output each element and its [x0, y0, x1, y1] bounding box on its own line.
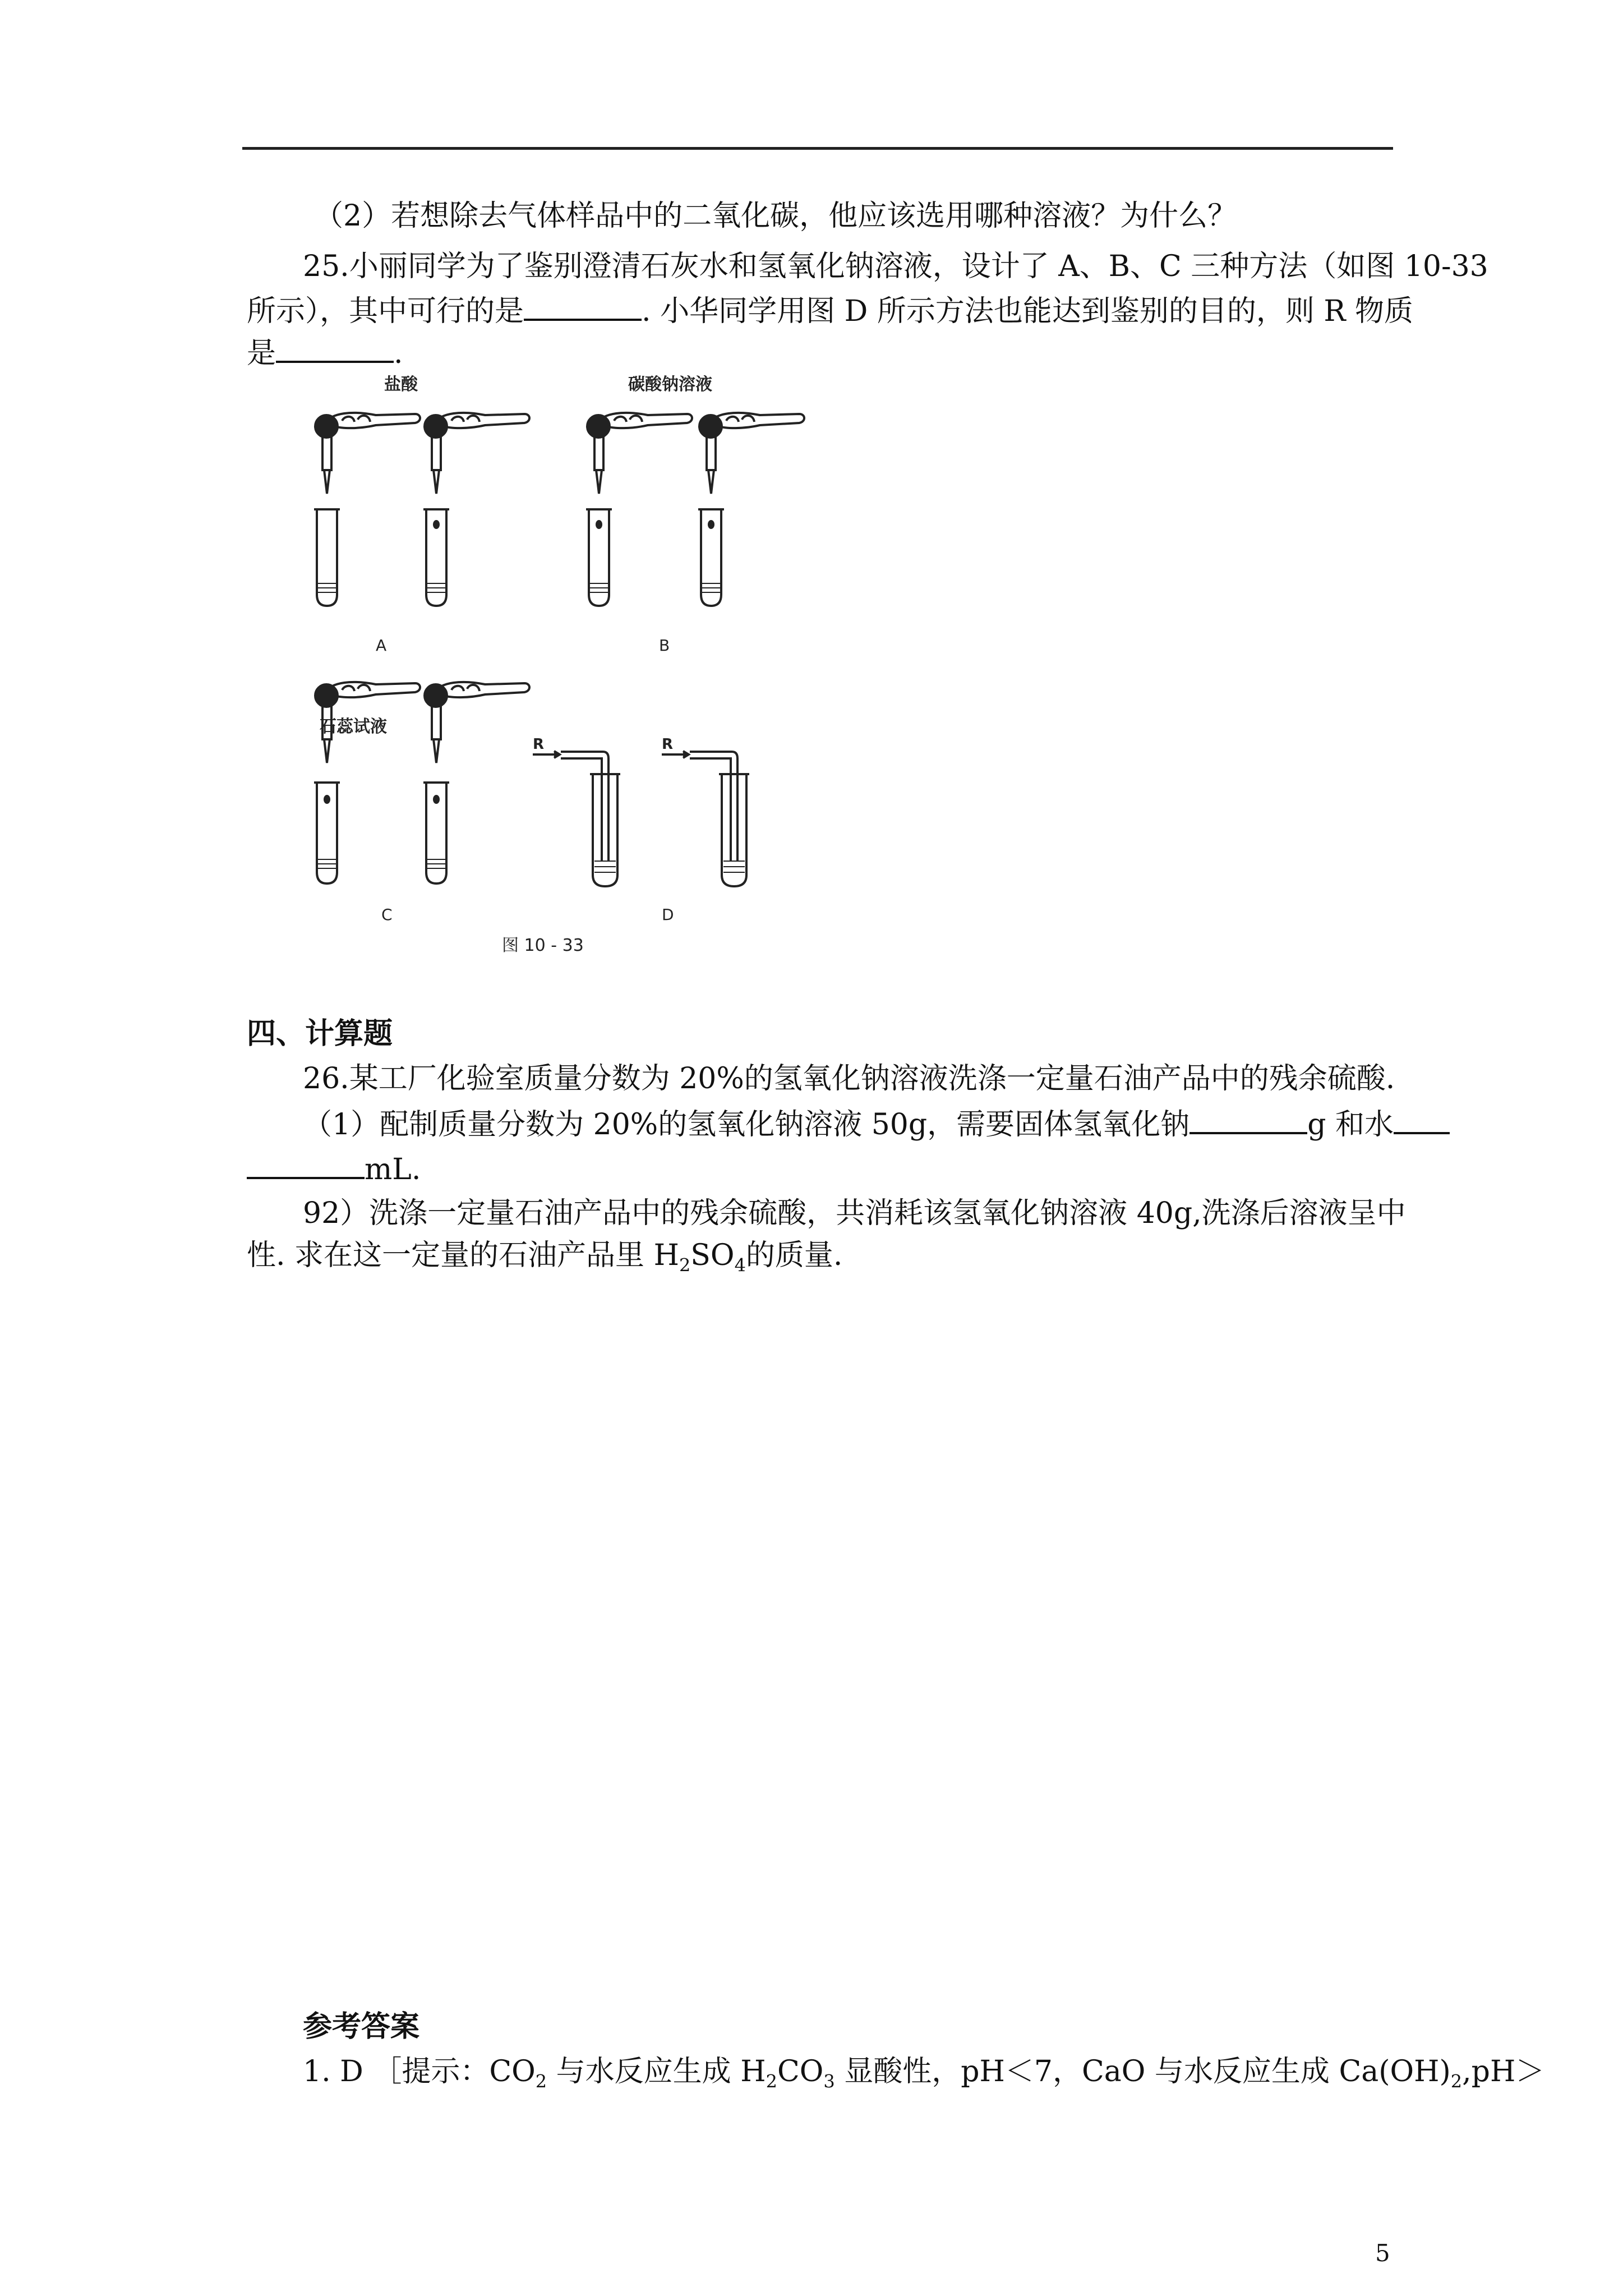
test-tube-a1	[314, 509, 340, 606]
figure-label-a: A	[376, 636, 387, 655]
dropper-a2	[425, 413, 529, 494]
reagent-label-c: 石蕊试液	[320, 717, 387, 737]
q26-part2-text: SO	[690, 1239, 735, 1272]
q26-part1	[303, 1105, 1450, 1143]
figure-10-33	[292, 359, 819, 965]
answer-blank-water-2[interactable]	[247, 1150, 365, 1179]
q25-line2-a: 所示），其中可行的是	[247, 295, 524, 328]
answers-title: 参考答案	[303, 2009, 420, 2044]
header-rule	[242, 147, 1393, 150]
test-tube-d2	[719, 774, 749, 886]
dropper-b2	[699, 413, 804, 494]
q25-line2-b: . 小华同学用图 D 所示方法也能达到鉴别的目的，则 R 物质	[642, 295, 1414, 328]
figure-caption: 图 10 - 33	[502, 936, 584, 955]
subscript: 2	[535, 2070, 547, 2092]
reagent-label-b: 碳酸钠溶液	[628, 375, 712, 394]
answer-text: 1. D ［提示：CO	[303, 2055, 536, 2088]
apparatus-d1	[533, 751, 620, 886]
q26-part2-text: 性. 求在这一定量的石油产品里 H	[247, 1239, 679, 1272]
q26-part1-b: g 和水	[1307, 1108, 1394, 1142]
section-title-calculation: 四、计算题	[247, 1016, 393, 1051]
q26-stem: 26.某工厂化验室质量分数为 20%的氢氧化钠溶液洗涤一定量石油产品中的残余硫酸.	[303, 1062, 1395, 1096]
q25-line1: 25.小丽同学为了鉴别澄清石灰水和氢氧化钠溶液，设计了 A、B、C 三种方法（如图 10-33	[303, 250, 1488, 283]
dropper-a1	[315, 413, 420, 494]
answer-blank-naoh-mass[interactable]	[1189, 1105, 1307, 1134]
q26-part1-cont	[247, 1150, 421, 1188]
figure-label-c: C	[381, 905, 393, 924]
test-tube-d1	[590, 774, 620, 886]
answer-text: 与水反应生成 H	[547, 2055, 766, 2088]
subscript: 2	[1450, 2070, 1463, 2092]
answer-1	[303, 2053, 1544, 2090]
dropper-b1	[587, 413, 692, 494]
answer-text: ,pH＞	[1462, 2055, 1545, 2088]
subscript: 3	[823, 2070, 835, 2092]
q25-line3-a: 是	[247, 337, 276, 370]
q26-part1-a: （1）配制质量分数为 20%的氢氧化钠溶液 50g，需要固体氢氧化钠	[303, 1108, 1190, 1142]
answer-text: 显酸性，pH＜7，CaO 与水反应生成 Ca(OH)	[834, 2055, 1451, 2088]
reagent-label-a: 盐酸	[384, 375, 418, 394]
subscript: 2	[679, 1254, 691, 1276]
q26-part2-line2	[247, 1237, 842, 1274]
q26-part2-line1: 92）洗涤一定量石油产品中的残余硫酸，共消耗该氢氧化钠溶液 40g,洗涤后溶液呈中	[303, 1197, 1406, 1230]
subscript: 4	[734, 1254, 746, 1276]
q24-part2: （2）若想除去气体样品中的二氧化碳，他应该选用哪种溶液？为什么？	[314, 199, 1237, 233]
r-label-d1: R	[533, 736, 545, 753]
q25-line3-b: .	[394, 337, 403, 370]
q25-line2	[247, 292, 1413, 330]
answer-blank-feasible[interactable]	[524, 292, 642, 321]
figure-label-d: D	[662, 905, 674, 924]
q26-part1-c: mL.	[365, 1153, 421, 1186]
subscript: 2	[766, 2070, 777, 2092]
figure-label-b: B	[659, 636, 670, 655]
answer-blank-water-1[interactable]	[1394, 1105, 1450, 1134]
page-number: 5	[1375, 2239, 1390, 2267]
answer-text: CO	[777, 2055, 824, 2088]
r-label-d2: R	[662, 736, 674, 753]
apparatus-d2	[662, 751, 749, 886]
q26-part2-text: 的质量.	[745, 1239, 843, 1272]
dropper-c2	[425, 682, 529, 763]
